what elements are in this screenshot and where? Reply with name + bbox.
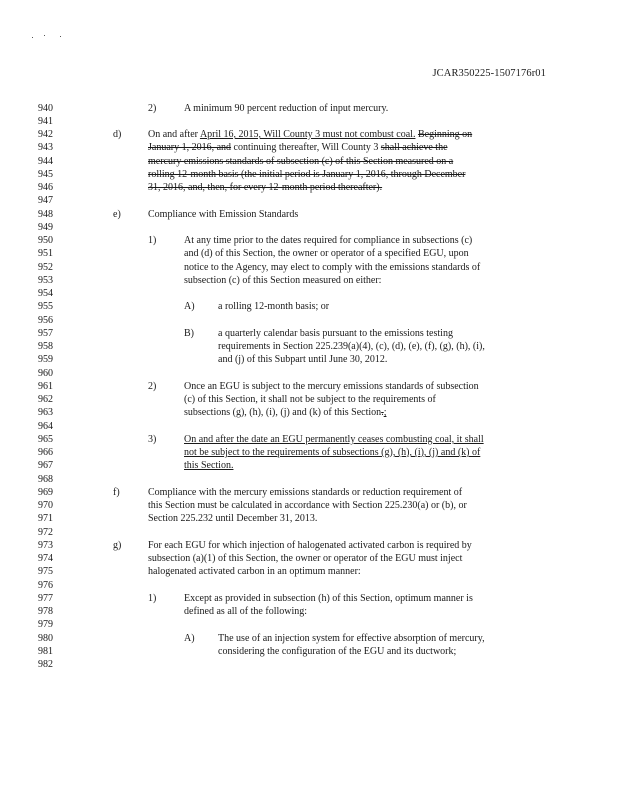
text-segment: For each EGU for which injection of halogenated activated carbon is required by — [148, 539, 472, 551]
document-line — [0, 658, 618, 671]
subsection-label: 2) — [148, 380, 157, 392]
deleted-text: mercury emissions standards of subsection (c) of this Section measured on a — [148, 155, 454, 167]
line-number: 959 — [38, 354, 53, 366]
line-number: 977 — [38, 592, 53, 604]
line-text — [148, 512, 317, 525]
subsection-label: 2) — [148, 102, 157, 114]
subsection-label: 1) — [148, 235, 157, 246]
inserted-text: not be subject to the requirements of subsections (g), (h), (i), (j) and (k) of — [184, 447, 481, 458]
scan-smudge — [30, 34, 70, 40]
subsection-label: A) — [184, 301, 195, 313]
document-line — [0, 261, 618, 274]
document-line — [0, 340, 618, 353]
line-number: 948 — [38, 208, 53, 220]
deleted-text: 31, 2016, and, then, for every 12-month period thereafter). — [148, 182, 383, 193]
document-line — [0, 247, 618, 260]
text-segment: A minimum 90 percent reduction of input mercury. — [184, 102, 389, 114]
document-id-header: JCAR350225-1507176r01 — [432, 68, 546, 79]
text-segment: and (d) of this Section, the owner or operator of a specified EGU, upon — [184, 248, 469, 260]
line-number: 982 — [38, 659, 53, 670]
text-segment: Compliance with the mercury emissions standards or reduction requirement of — [148, 486, 463, 498]
document-line — [0, 459, 618, 472]
document-line — [0, 605, 618, 618]
text-segment: a quarterly calendar basis pursuant to the emissions testing — [218, 327, 453, 339]
document-line — [0, 539, 618, 552]
line-number: 955 — [38, 301, 53, 313]
text-segment: Compliance with Emission Standards — [148, 208, 299, 220]
document-line — [0, 314, 618, 327]
line-text — [218, 340, 485, 353]
subsection-label: 1) — [148, 592, 157, 604]
line-text — [148, 181, 382, 194]
line-text — [184, 592, 473, 605]
deleted-text: January 1, 2016, and — [148, 142, 232, 154]
text-segment: this Section must be calculated in accordance with Section 225.230(a) or (b), or — [148, 500, 467, 511]
document-line — [0, 579, 618, 592]
line-number: 967 — [38, 460, 53, 472]
document-line — [0, 141, 618, 154]
document-line — [0, 367, 618, 380]
line-text — [148, 486, 462, 499]
text-segment: requirements in Section 225.239(a)(4), (c), (d), (e), (f), (g), (h), (i), — [218, 341, 485, 352]
line-number: 957 — [38, 327, 53, 339]
deleted-text: . — [381, 407, 384, 419]
line-text — [184, 406, 386, 419]
text-segment: notice to the Agency, may elect to comply with the emissions standards of — [184, 261, 481, 273]
line-number: 966 — [38, 447, 53, 458]
line-number: 980 — [38, 632, 53, 644]
text-segment: (c) of this Section, it shall not be subject to the requirements of — [184, 394, 436, 405]
document-line — [0, 486, 618, 499]
document-line — [0, 512, 618, 525]
document-line — [0, 446, 618, 459]
line-number: 970 — [38, 500, 53, 511]
line-number: 972 — [38, 526, 53, 538]
document-line — [0, 274, 618, 287]
document-line — [0, 565, 618, 578]
line-number: 952 — [38, 261, 53, 273]
line-text — [218, 327, 453, 340]
subsection-label: g) — [113, 539, 122, 551]
text-segment: The use of an injection system for effective absorption of mercury, — [218, 632, 485, 644]
text-segment: Except as provided in subsection (h) of this Section, optimum manner is — [184, 592, 473, 604]
text-segment: halogenated activated carbon in an optimum manner: — [148, 566, 361, 578]
text-segment: and (j) of this Subpart until June 30, 2012. — [218, 354, 388, 366]
inserted-text: On and after the date an EGU permanently ceases combusting coal, it shall — [184, 433, 484, 445]
line-number: 942 — [38, 129, 53, 140]
line-text — [184, 274, 381, 287]
line-number: 940 — [38, 102, 53, 114]
line-text — [184, 605, 307, 618]
document-line — [0, 221, 618, 234]
document-line — [0, 406, 618, 419]
subsection-label: f) — [113, 486, 120, 498]
document-line — [0, 327, 618, 340]
line-text — [148, 208, 298, 221]
document-line — [0, 433, 618, 446]
subsection-label: d) — [113, 129, 122, 140]
document-line — [0, 115, 618, 128]
line-number: 968 — [38, 473, 53, 485]
document-line — [0, 592, 618, 605]
document-line — [0, 155, 618, 168]
document-line — [0, 552, 618, 565]
text-segment: considering the configuration of the EGU and its ductwork; — [218, 645, 457, 657]
line-number: 981 — [38, 645, 53, 657]
line-number: 956 — [38, 314, 53, 326]
document-line — [0, 526, 618, 539]
line-number: 945 — [38, 168, 53, 180]
line-number: 979 — [38, 619, 53, 631]
document-line — [0, 632, 618, 645]
text-segment: subsections (g), (h), (i), (j) and (k) of this Section — [184, 407, 382, 419]
line-number: 969 — [38, 486, 53, 498]
line-number: 973 — [38, 539, 53, 551]
document-line — [0, 618, 618, 631]
line-text — [148, 128, 472, 141]
line-number: 965 — [38, 433, 53, 445]
inserted-text: this Section. — [184, 460, 234, 472]
line-number: 962 — [38, 394, 53, 405]
line-number: 978 — [38, 606, 53, 617]
text-segment: a rolling 12-month basis; or — [218, 301, 330, 313]
line-text — [218, 353, 387, 366]
line-number: 949 — [38, 221, 53, 233]
line-number: 943 — [38, 142, 53, 154]
document-line — [0, 194, 618, 207]
text-segment: On and after — [148, 129, 200, 140]
inserted-text: ; — [383, 407, 387, 419]
line-text — [148, 168, 465, 181]
line-text — [218, 300, 329, 313]
document-line — [0, 353, 618, 366]
line-number: 954 — [38, 288, 53, 299]
document-line — [0, 208, 618, 221]
line-text — [148, 565, 361, 578]
line-text — [184, 234, 472, 247]
deleted-text: rolling 12-month basis (the initial period is January 1, 2016, through December — [148, 168, 466, 180]
line-text — [148, 499, 467, 512]
line-text — [218, 632, 485, 645]
text-segment: subsection (a)(1) of this Section, the owner or operator of the EGU must inject — [148, 553, 463, 564]
document-line — [0, 473, 618, 486]
document-line — [0, 102, 618, 115]
text-segment: defined as all of the following: — [184, 606, 308, 617]
text-segment: continuing thereafter, Will County 3 — [231, 142, 381, 154]
deleted-text: shall achieve the — [380, 142, 448, 154]
line-text — [184, 446, 480, 459]
text-segment: Section 225.232 until December 31, 2013. — [148, 513, 318, 525]
line-text — [184, 380, 479, 393]
document-line — [0, 234, 618, 247]
line-number: 975 — [38, 566, 53, 578]
document-line — [0, 168, 618, 181]
line-number: 958 — [38, 341, 53, 352]
document-line — [0, 128, 618, 141]
line-text — [148, 552, 462, 565]
document-line — [0, 393, 618, 406]
line-text — [184, 459, 233, 472]
line-number: 964 — [38, 420, 53, 432]
line-text — [184, 102, 388, 115]
document-line — [0, 645, 618, 658]
line-number: 953 — [38, 274, 53, 286]
document-line — [0, 420, 618, 433]
line-number: 976 — [38, 579, 53, 591]
line-text — [218, 645, 456, 658]
line-number: 950 — [38, 235, 53, 246]
line-text — [148, 539, 472, 552]
line-text — [184, 433, 484, 446]
subsection-label: 3) — [148, 433, 157, 445]
line-number: 960 — [38, 367, 53, 379]
line-number: 941 — [38, 115, 53, 127]
deleted-text: Beginning on — [417, 129, 473, 140]
text-segment: subsection (c) of this Section measured on either: — [184, 274, 382, 286]
line-text — [184, 393, 436, 406]
line-text — [184, 261, 480, 274]
line-number: 971 — [38, 513, 53, 525]
line-number: 947 — [38, 195, 53, 207]
line-text — [148, 141, 448, 154]
inserted-text: April 16, 2015, Will County 3 must not combust coal. — [199, 129, 416, 140]
subsection-label: A) — [184, 632, 195, 644]
document-line — [0, 380, 618, 393]
document-line — [0, 499, 618, 512]
document-line — [0, 300, 618, 313]
line-number: 944 — [38, 155, 53, 167]
line-text — [148, 155, 453, 168]
line-number: 946 — [38, 182, 53, 193]
line-number: 974 — [38, 553, 53, 564]
document-line — [0, 181, 618, 194]
text-segment: At any time prior to the dates required for compliance in subsections (c) — [184, 235, 473, 246]
text-segment: Once an EGU is subject to the mercury emissions standards of subsection — [184, 380, 479, 392]
document-line — [0, 287, 618, 300]
subsection-label: B) — [184, 327, 194, 339]
subsection-label: e) — [113, 208, 121, 220]
line-number: 951 — [38, 248, 53, 260]
line-number: 961 — [38, 380, 53, 392]
line-text — [184, 247, 469, 260]
line-number: 963 — [38, 407, 53, 419]
